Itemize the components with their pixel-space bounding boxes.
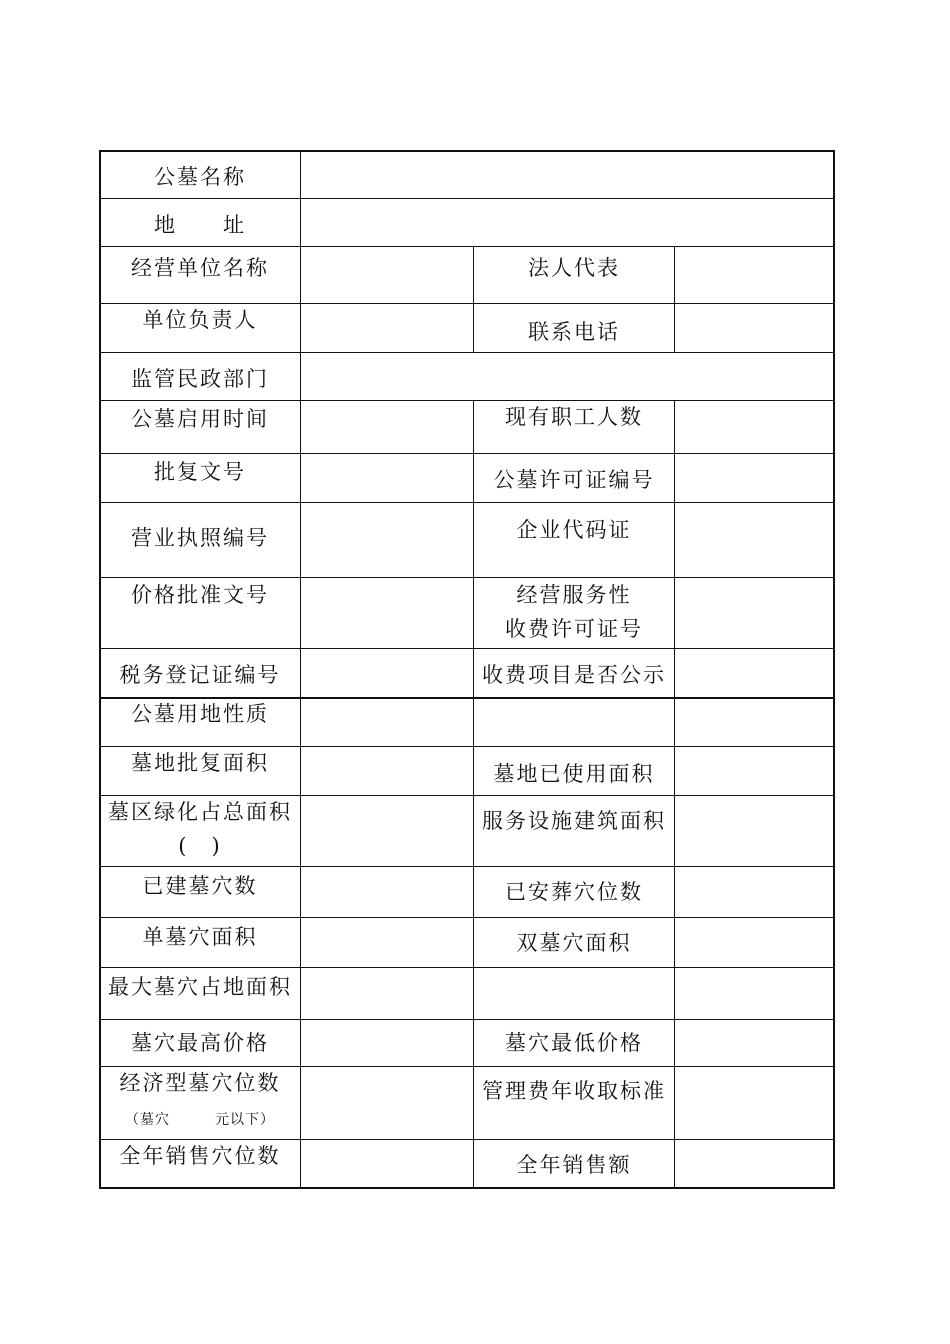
field-label: 服务设施建筑面积 [482,809,666,833]
field-label: 公墓用地性质 [131,702,269,726]
row-divider [99,246,834,247]
row-divider [99,150,834,152]
field-label: 批复文号 [154,460,246,484]
field-label-note: （墓穴 元以下） [125,1112,275,1128]
field-label: 墓地已使用面积 [493,762,655,786]
row-divider [99,1019,834,1020]
column-divider [674,577,675,648]
field-label: 法人代表 [528,256,620,280]
field-label: 单位负责人 [142,308,258,332]
row-divider [99,352,834,353]
field-label: 税务登记证编号 [119,663,281,687]
field-label: 收费许可证号 [505,617,643,641]
column-divider [473,697,474,746]
row-divider [99,917,834,918]
field-label: 墓区绿化占总面积 [108,800,292,824]
field-label: 最大墓穴占地面积 [108,975,292,999]
row-divider [99,866,834,867]
field-label: 全年销售额 [516,1153,632,1177]
column-divider [674,746,675,795]
row-divider [99,648,834,649]
field-label: 墓地批复面积 [131,751,269,775]
field-label: 经济型墓穴位数 [119,1071,281,1095]
column-divider [674,697,675,746]
column-divider [674,866,675,917]
row-divider [99,400,834,401]
row-divider [99,1187,834,1189]
field-label: 管理费年收取标准 [482,1079,666,1103]
column-divider [674,1139,675,1187]
field-label: 企业代码证 [516,518,632,542]
column-divider [674,917,675,967]
field-label-unit: ( ) [178,834,222,858]
field-label: 收费项目是否公示 [482,663,666,687]
field-label: 营业执照编号 [131,526,269,550]
column-divider [674,967,675,1019]
field-label: 墓穴最高价格 [131,1031,269,1055]
field-label: 墓穴最低价格 [505,1031,643,1055]
field-label: 联系电话 [528,320,620,344]
label-column-divider [300,150,301,1188]
column-divider [674,648,675,697]
column-divider [473,967,474,1019]
field-label: 现有职工人数 [505,405,643,429]
row-divider [99,967,834,968]
field-label: 已安葬穴位数 [505,880,643,904]
column-divider [674,795,675,866]
field-label: 公墓启用时间 [131,407,269,431]
field-label: 经营单位名称 [131,256,269,280]
field-label: 单墓穴面积 [142,925,258,949]
field-label: 双墓穴面积 [516,931,632,955]
column-divider [674,1019,675,1066]
column-divider [674,303,675,352]
column-divider [674,1066,675,1139]
field-label: 公墓名称 [154,165,246,189]
column-divider [674,400,675,453]
column-divider [674,453,675,502]
row-divider [99,453,834,454]
field-label: 全年销售穴位数 [119,1144,281,1168]
row-divider [99,502,834,503]
field-label: 已建墓穴数 [142,874,258,898]
field-label: 经营服务性 [516,583,632,607]
column-divider [674,502,675,577]
field-label: 监管民政部门 [131,367,269,391]
right-border [833,150,835,1189]
field-label: 价格批准文号 [131,583,269,607]
column-divider [674,246,675,303]
field-label: 地 址 [154,213,246,237]
row-divider [99,198,834,199]
field-label: 公墓许可证编号 [493,468,655,492]
